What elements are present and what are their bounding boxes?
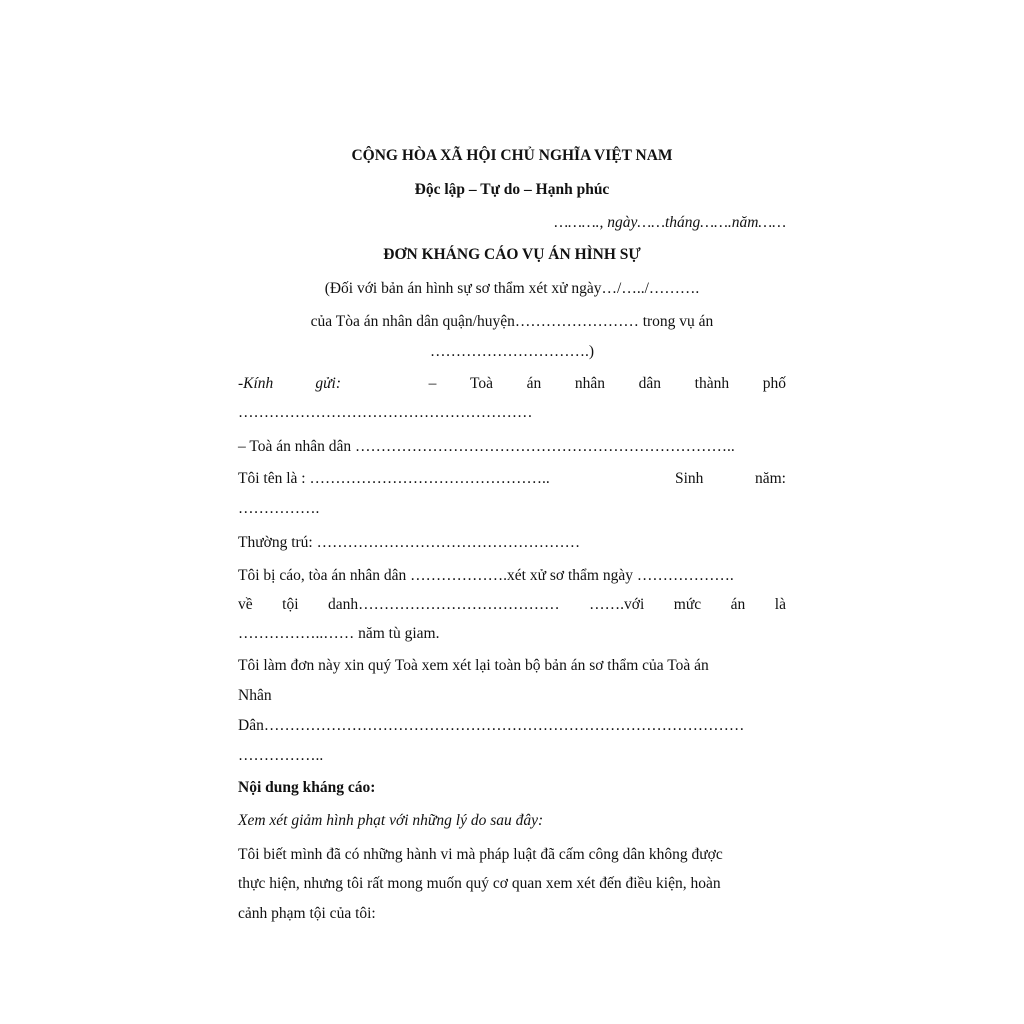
request-line-1: Tôi làm đơn này xin quý Toà xem xét lại toàn bộ bản án sơ thẩm của Toà án — [238, 657, 709, 674]
recipient-court: – Toà án nhân dân ……………………………………………………………….. — [238, 438, 735, 455]
title-sub-3: ………………………….) — [429, 343, 595, 360]
recipient-word: gửi: — [315, 375, 341, 392]
request-line-2: Nhân — [238, 687, 272, 704]
body-line-2: thực hiện, nhưng tôi rất mong muốn quý cơ quan xem xét đến điều kiện, hoàn — [238, 875, 721, 892]
case-line-1: Tôi bị cáo, tòa án nhân dân ……………….xét xử sơ thẩm ngày ………………. — [238, 567, 734, 584]
motto-heading: Độc lập – Tự do – Hạnh phúc — [414, 181, 610, 198]
birth-year-dots: ……………. — [238, 500, 320, 517]
recipient-word: phố — [762, 375, 786, 392]
case-word: danh………………………………… — [328, 596, 560, 613]
request-line-4: …………….. — [238, 747, 324, 764]
document-title: ĐƠN KHÁNG CÁO VỤ ÁN HÌNH SỰ — [383, 246, 641, 263]
birth-label-sinh: Sinh — [675, 470, 704, 487]
case-line-3: ……………..…… năm tù giam. — [238, 625, 440, 642]
request-line-3: Dân………………………………………………………………………………… — [238, 717, 745, 734]
applicant-name: Tôi tên là : ……………………………………….. — [238, 470, 550, 487]
section-subtitle: Xem xét giảm hình phạt với những lý do sau đây: — [238, 812, 544, 829]
case-word: …….với — [589, 596, 645, 613]
recipient-dots: ………………………………………………… — [238, 404, 533, 421]
recipient-word: nhân — [574, 375, 606, 392]
document-page — [238, 0, 786, 1024]
recipient-word: – — [428, 375, 437, 392]
body-line-1: Tôi biết mình đã có những hành vi mà pháp luật đã cấm công dân không được — [238, 846, 723, 863]
case-word: là — [774, 596, 786, 613]
recipient-word: án — [526, 375, 542, 392]
nation-heading: CỘNG HÒA XÃ HỘI CHỦ NGHĨA VIỆT NAM — [351, 147, 673, 164]
case-word: án — [730, 596, 746, 613]
case-word: tội — [282, 596, 299, 613]
case-line-2 — [238, 595, 786, 615]
section-title: Nội dung kháng cáo: — [238, 779, 376, 796]
case-word: về — [238, 596, 253, 613]
case-word: mức — [673, 596, 702, 613]
body-line-3: cảnh phạm tội của tôi: — [238, 905, 376, 922]
recipient-word: Toà — [469, 375, 493, 392]
recipient-word: -Kính — [238, 375, 274, 392]
recipient-word: thành — [694, 375, 730, 392]
applicant-name-line — [238, 469, 786, 489]
recipient-word: dân — [638, 375, 662, 392]
date-line: ………., ngày……tháng…….năm…… — [554, 214, 786, 231]
recipient-line — [238, 374, 786, 394]
title-sub-2: của Tòa án nhân dân quận/huyện…………………… trong vụ án — [310, 313, 714, 330]
birth-label-nam: năm: — [755, 470, 786, 487]
title-sub-1: (Đối với bản án hình sự sơ thẩm xét xử ngày…/…../………. — [324, 280, 700, 297]
residence-line: Thường trú: …………………………………………… — [238, 534, 581, 551]
